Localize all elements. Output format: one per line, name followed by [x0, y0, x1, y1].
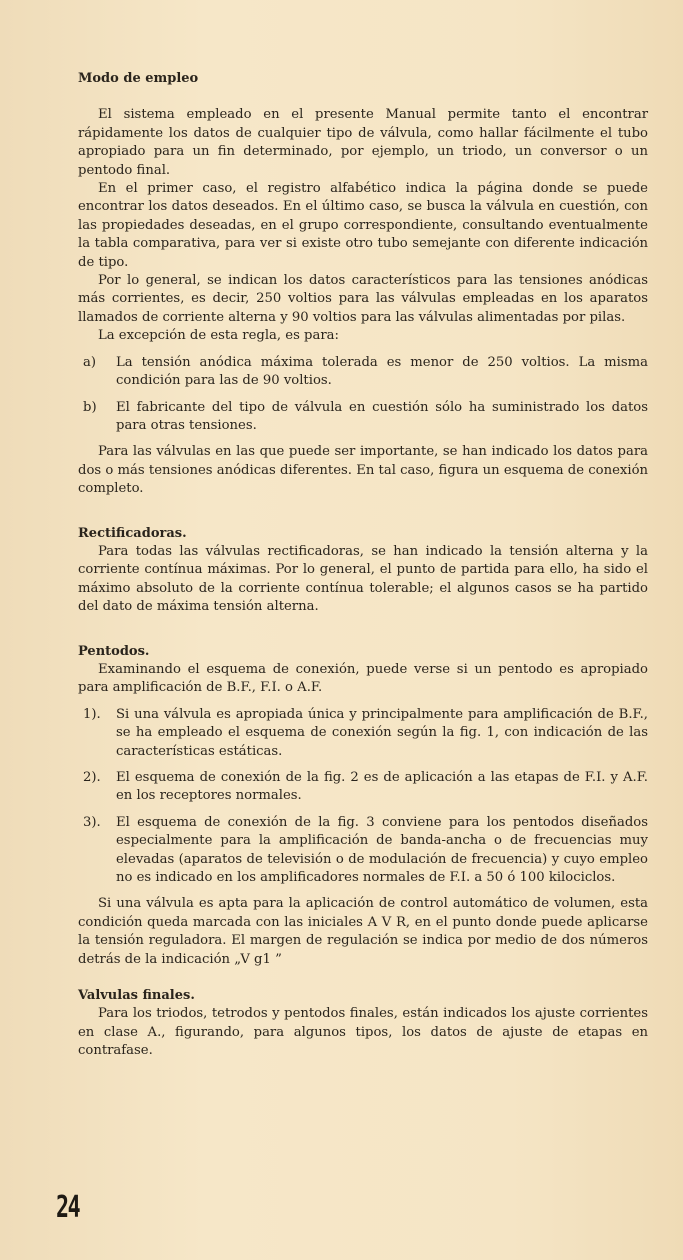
- page-number: 24: [56, 1190, 80, 1225]
- paragraph: El sistema empleado en el presente Manual permite tanto el encontrar rápidamente los datos de cualquier tipo de válvula, como hallar fácilmente el tubo apropiado para un fin determinado, por ejemplo, un triodo, un conversor o un pentodo final.: [78, 107, 648, 178]
- list-item: [83, 769, 648, 806]
- list-marker: b): [83, 399, 97, 415]
- list-marker: 1).: [83, 706, 101, 722]
- list-text: Si una válvula es apropiada única y principalmente para amplificación de B.F., se ha empleado el esquema de conexión según la fig. 1, con indicación de las características estáticas.: [116, 706, 648, 759]
- exception-list: [83, 354, 648, 436]
- list-marker: 3).: [83, 814, 101, 830]
- list-text: El esquema de conexión de la fig. 3 conviene para los pentodos diseñados especialmente para la amplificación de banda-ancha o de frecuencias muy elevadas (aparatos de televisión o de modulación de frecuencia) y cuyo empleo no es indicado en los amplificadores normales de F.I. a 50 ó 100 kilociclos.: [116, 814, 648, 886]
- section-title-valvulas-finales: Valvulas finales.: [78, 988, 195, 1004]
- list-marker: 2).: [83, 770, 101, 785]
- list-marker: a): [83, 354, 97, 370]
- section-title-pentodos: Pentodos.: [78, 643, 150, 659]
- paragraph: Para todas las válvulas rectificadoras, se han indicado la tensión alterna y la corriente contínua máximas. Por lo general, el punto de partida para ello, ha sido el máximo absoluto de la corriente contínua tolerable; el algunos casos se ha partido del dato de máxima tensión alterna.: [78, 543, 648, 615]
- paragraph: En el primer caso, el registro alfabético indica la página donde se puede encontrar los datos deseados. En el último caso, se busca la válvula en cuestión, con las propiedades deseadas, en el grupo correspondiente, consultando eventualmente la tabla comparativa, para ver si existe otro tubo semejante con diferente indicación de tipo.: [78, 181, 648, 270]
- section-title-rectificadoras: Rectificadoras.: [78, 525, 187, 541]
- pentode-list: [83, 706, 648, 888]
- paragraph: Si una válvula es apta para la aplicación de control automático de volumen, esta condición queda marcada con las iniciales A V R, en el punto donde puede aplicarse la tensión reguladora. El margen de regulación se indica por medio de dos números detrás de la indicación „V g1 ”: [78, 896, 648, 967]
- list-text: El fabricante del tipo de válvula en cuestión sólo ha suministrado los datos para otras tensiones.: [116, 399, 648, 433]
- paragraph: Examinando el esquema de conexión, puede verse si un pentodo es apropiado para amplificación de B.F., F.I. o A.F.: [78, 661, 648, 696]
- list-text: El esquema de conexión de la fig. 2 es de aplicación a las etapas de F.I. y A.F. en los receptores normales.: [116, 770, 648, 804]
- paragraph: Para los triodos, tetrodos y pentodos finales, están indicados los ajuste corrientes en clase A., figurando, para algunos tipos, los datos de ajuste de etapas en contrafase.: [78, 1006, 648, 1059]
- paragraph: Para las válvulas en las que puede ser importante, se han indicado los datos para dos o más tensiones anódicas diferentes. En tal caso, figura un esquema de conexión completo.: [78, 444, 648, 497]
- paragraph: Por lo general, se indican los datos característicos para las tensiones anódicas más corrientes, es decir, 250 voltios para las válvulas empleadas en los aparatos llamados de corriente alterna y 90 voltios para las válvulas alimentadas por pilas.: [78, 273, 648, 325]
- paragraph: La excepción de esta regla, es para:: [98, 328, 339, 344]
- list-item: [83, 354, 648, 391]
- list-item: [83, 814, 648, 888]
- section-title-modo-de-empleo: Modo de empleo: [78, 71, 199, 86]
- page-content: [78, 70, 648, 1061]
- list-item: [83, 706, 648, 761]
- list-item: [83, 399, 648, 436]
- list-text: La tensión anódica máxima tolerada es menor de 250 voltios. La misma condición para las de 90 voltios.: [116, 354, 648, 389]
